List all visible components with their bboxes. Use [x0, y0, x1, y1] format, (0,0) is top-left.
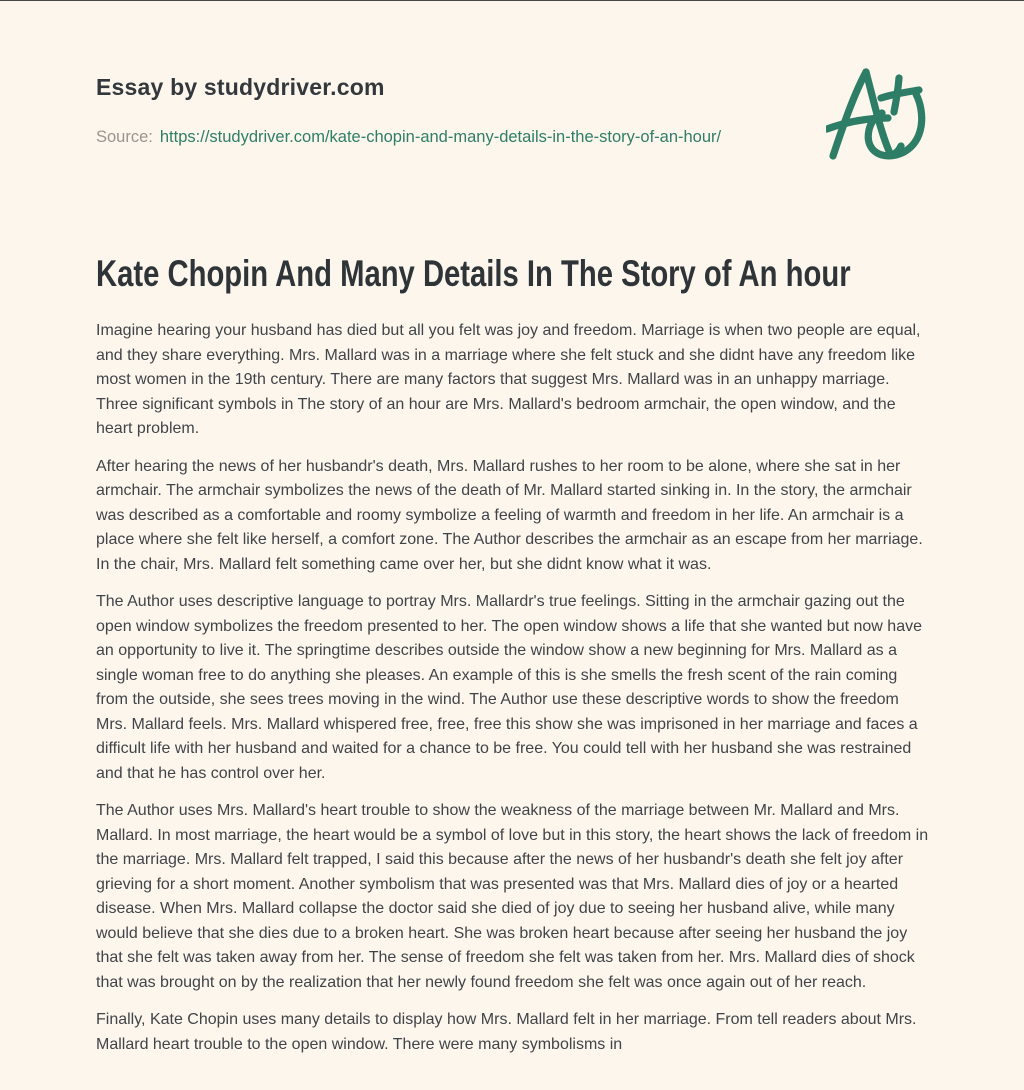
source-line [96, 127, 932, 147]
essay-paragraph: After hearing the news of her husbandr's death, Mrs. Mallard rushes to her room to be alone, where she sat in her armchair. The armchair symbolizes the news of the death of Mr. Mallard started sinking in. In the story, the armchair was described as a comfortable and roomy symbolize a feeling of warmth and freedom in her life. An armchair is a place where she felt like herself, a comfort zone. The Author describes the armchair as an escape from her marriage. In the chair, Mrs. Mallard felt something came over her, but she didnt know what it was. [96, 457, 923, 573]
a-plus-grade-icon [826, 68, 926, 162]
site-heading: Essay by studydriver.com [96, 74, 385, 100]
essay-paragraph: Finally, Kate Chopin uses many details to display how Mrs. Mallard felt in her marriage. From tell readers about Mrs. Mallard heart trouble to the open window. There were many symbolisms in [96, 1011, 917, 1053]
essay-paragraph: The Author uses Mrs. Mallard's heart trouble to show the weakness of the marriage between Mr. Mallard and Mrs. Mallard. In most marriage, the heart would be a symbol of love but in this story, the heart shows the lack of freedom in the marriage. Mrs. Mallard felt trapped, I said this because after the news of her husbandr's death she felt joy after grieving for a short moment. Another symbolism that was presented was that Mrs. Mallard dies of joy or a hearted disease. When Mrs. Mallard collapse the doctor said she died of joy due to seeing her husband alive, while many would believe that she dies due to a broken heart. She was broken heart because after seeing her husband the joy that she felt was taken away from her. The sense of freedom she felt was taken from her. Mrs. Mallard dies of shock that was brought on by the realization that her newly found freedom she felt was once again out of her reach. [96, 802, 929, 991]
source-url-link[interactable]: https://studydriver.com/kate-chopin-and-many-details-in-the-story-of-an-hour/ [159, 128, 722, 146]
essay-header [96, 74, 932, 147]
essay-paragraph: The Author uses descriptive language to portray Mrs. Mallardr's true feelings. Sitting in the armchair gazing out the open window symbolizes the freedom presented to her. The open window shows a life that she wanted but now have an opportunity to live it. The springtime describes outside the window show a new beginning for Mrs. Mallard as a single woman free to do anything she pleases. An example of this is she smells the fresh scent of the rain coming from the outside, she sees trees moving in the wind. The Author use these descriptive words to show the freedom Mrs. Mallard feels. Mrs. Mallard whispered free, free, free this show she was imprisoned in her marriage and faces a difficult life with her husband and waited for a chance to be free. You could tell with her husband she was restrained and that he has control over her. [96, 593, 922, 782]
essay-body [96, 253, 932, 1057]
source-label: Source: [96, 128, 153, 146]
essay-title: Kate Chopin And Many Details In The Story of An hour [96, 253, 851, 294]
essay-paragraph: Imagine hearing your husband has died but all you felt was joy and freedom. Marriage is when two people are equal, and they share everything. Mrs. Mallard was in a marriage where she felt stuck and she didnt have any freedom like most women in the 19th century. There are many factors that suggest Mrs. Mallard was in an unhappy marriage. Three significant symbols in The story of an hour are Mrs. Mallard's bedroom armchair, the open window, and the heart problem. [96, 322, 921, 437]
